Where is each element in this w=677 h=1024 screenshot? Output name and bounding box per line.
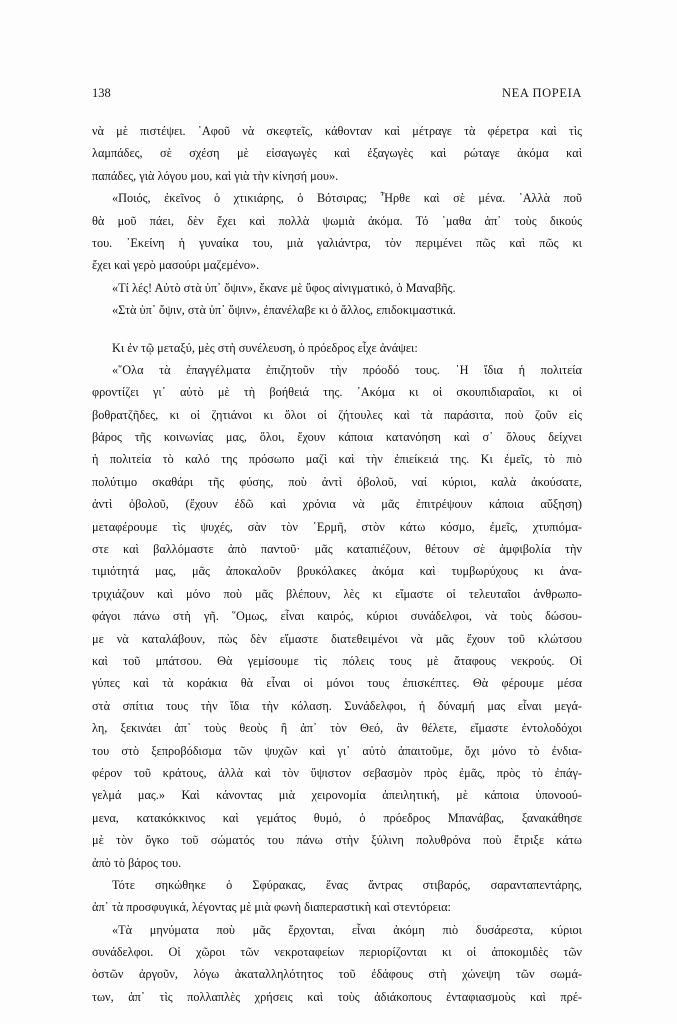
text-line: του. ᾿Εκείνη ἡ γυναίκα του, μιὰ γαλιάντρα, τὸν περιμένει πῶς καὶ πῶς κι [92,235,582,250]
text-line: «῞Ολα τὰ ἐπαγγέλματα ἐπιζητοῦν τὴν πρόοδό τους. ῾Η ἴδια ἡ πολιτεία [112,362,582,377]
paragraph [92,919,582,1009]
text-line: βοθρατζῆδες, κι οἱ ζητιάνοι κι ὅλοι οἱ ζήτουλες καὶ τὰ παράσιτα, ποὺ ζοῦν εἰς [92,407,582,422]
paragraph [92,120,582,187]
paragraph [92,299,582,321]
text-line: ἔχει καὶ γερὸ μασούρι μαζεμένο». [92,258,260,273]
text-line: πολύτιμο σκαθάρι τῆς φύσης, ποὺ ἀντὶ ὀβολοῦ, ναί κύριοι, καλὰ ἀκούσατε, [92,474,582,489]
text-line: ὀστῶν ἀργοῦν, λόγω ἀκαταλληλότητος τοῦ ἐδάφους στὴ χώνεψη τῶν σωμά- [92,967,582,982]
paragraph-gap [92,322,582,337]
text-line: στε καὶ βαλλόμαστε ἀπὸ παντοῦ· μᾶς καταπιέζουν, θέτουν σὲ ἀμφιβολία τὴν [92,542,582,557]
text-line: φροντίζει γι᾿ αὐτὸ μὲ τὴ βοήθειά της. ᾿Ακόμα κι οἱ σκουπιδιαραῖοι, κι οἱ [92,385,582,400]
text-line: του στὸ ξεπροβόδισμα τῶν ψυχῶν καὶ γι᾿ αὐτὸ ἀπαιτοῦμε, ὄχι μόνο τὸ ἐνδια- [92,743,582,758]
text-line: γελμά μας.» Καὶ κάνοντας μιὰ χειρονομία ἀπειλητική, μὲ κάποια ὑπονοού- [92,788,582,803]
paragraph [92,277,582,299]
text-line: τριχιάζουν καὶ μόνο ποὺ μᾶς βλέπουν, λὲς κι εἴμαστε οἱ τελευταῖοι ἀνθρωπο- [92,586,582,601]
text-line: γύπες καὶ τὰ κοράκια θὰ εἶναι οἱ μόνοι τους ἐπισκέπτες. Θὰ φέρουμε μέσα [92,676,582,691]
text-line: φέρον τοῦ κράτους, ἀλλὰ καὶ τὸν ὕψιστον σεβασμὸν πρὸς ἐμᾶς, πρὸς τὸ ἐπάγ- [92,765,582,780]
text-line: λη, ξεκινάει ἀπ᾿ τοὺς θεοὺς ἢ ἀπ᾿ τὸν Θεό, ἂν θέλετε, εἴμαστε ἐντολοδόχοι [92,721,582,736]
paragraph [92,337,582,359]
text-line: συνάδελφοι. Οἱ χῶροι τῶν νεκροταφείων περιορίζονται κι οἱ ἀποκομιδὲς τῶν [92,945,582,960]
text-line: Κι ἐν τῷ μεταξύ, μὲς στὴ συνέλευση, ὁ πρόεδρος εἶχε ἀνάψει: [112,340,418,355]
text-line: μεταφέρουμε τὶς ψυχές, σὰν τὸν ῾Ερμῆ, στὸν κάτω κόσμο, ἐμεῖς, χτυπιόμα- [92,519,582,534]
paragraph [92,359,582,874]
body-text [92,120,582,1008]
text-line: με νὰ καταλάβουν, πὼς δὲν εἴμαστε διατεθειμένοι νὰ μᾶς ἔχουν τοῦ κλώτσου [92,631,582,646]
text-line: τιμιότητά μας, μᾶς ἀποκαλοῦν βρυκόλακες ἀκόμα καὶ τυμβωρύχους κι ἀνα- [92,564,582,579]
text-line: ἀντὶ ὀβολοῦ, (ἔχουν ἐδῶ καὶ χρόνια νὰ μᾶς ἐπιτρέψουν κάποια αὔξηση) [92,497,582,512]
paragraph [92,187,582,277]
text-line: λαμπάδες, σὲ σχέση μὲ εἰσαγωγὲς καὶ ἐξαγωγὲς καὶ ρώταγε ἀκόμα καὶ [92,146,582,161]
text-line: ἀπὸ τὸ βάρος του. [92,855,182,870]
page-number: 138 [92,86,111,100]
text-line: μὲ τὸν ὄγκο τοῦ σώματός του πάνω στὴν ξύλινη πολυθρόνα ποὺ ἔτριξε κάτω [92,833,582,848]
text-line: καὶ τοῦ μπάτσου. Θὰ γεμίσουμε τὶς πόλεις τους μὲ ἄταφους νεκρούς. Οἱ [92,653,582,668]
text-line: βάρος τῆς κοινωνίας μας, ὅλοι, ἔχουν κάποια κατανόηση καὶ σ᾿ ὅλους δείχνει [92,430,582,445]
text-line: στὰ σπίτια τους τὴν ἴδια τὴν κόλαση. Συνάδελφοι, ἡ δύναμή μας εἶναι μεγά- [92,698,582,713]
text-line: των, ἀπ᾿ τὶς πολλαπλὲς χρήσεις καὶ τοὺς ἀδιάκοπους ἐνταφιασμοὺς καὶ πρέ- [92,989,582,1004]
running-title: ΝΕΑ ΠΟΡΕΙΑ [502,86,582,100]
text-line: «Στὰ ὑπ᾿ ὄψιν, στὰ ὑπ᾿ ὄψιν», ἐπανέλαβε κι ὁ ἄλλος, επιδοκιμαστικά. [112,303,456,318]
page-header [92,86,582,106]
text-line: φάγοι πάνω στὴ γῆ. ῞Ομως, εἶναι καιρός, κύριοι συνάδελφοι, νὰ τοὺς δώσου- [92,609,582,624]
text-line: Τότε σηκώθηκε ὁ Σφύρακας, ἕνας ἄντρας στιβαρός, σαρανταπεντάρης, [112,877,582,892]
text-line: νὰ μὲ πιστέψει. ᾿Αφοῦ νὰ σκεφτεῖς, κάθονταν καὶ μέτραγε τὰ φέρετρα καὶ τὶς [92,124,582,138]
text-line: μενα, κατακόκκινος καὶ γεμάτος θυμό, ὁ πρόεδρος Μπανάβας, ξανακάθησε [92,810,582,825]
paragraph [92,874,582,919]
text-line: ἀπ᾿ τὰ προσφυγικά, λέγοντας μὲ μιὰ φωνὴ διαπεραστικὴ καὶ στεντόρεια: [92,900,451,915]
text-line: «Τί λές! Αὐτὸ στὰ ὑπ᾿ ὄψιν», ἔκανε μὲ ὕφος αἰνιγματικό, ὁ Μαναβῆς. [112,280,456,295]
text-line: θὰ μοῦ πάει, δὲν ἔχει καὶ πολλὰ ψωμιὰ ἀκόμα. Τό ᾿μαθα ἀπ᾿ τοὺς δικούς [92,213,582,228]
text-line: ἡ πολιτεία τὸ καλό της πρόσωπο μαζὶ καὶ τὴν ἐπιείκειά της. Κι ἐμεῖς, τὸ πιὸ [92,452,582,467]
text-line: «Τὰ μηνύματα ποὺ μᾶς ἔρχονται, εἶναι ἀκόμη πιὸ δυσάρεστα, κύριοι [112,922,582,937]
text-line: παπάδες, γιὰ λόγου μου, καὶ γιὰ τὴν κίνησή μου». [92,168,339,183]
text-line: «Ποιός, ἐκεῖνος ὁ χτικιάρης, ὁ Βότσιρας; Ἦρθε καὶ σὲ μένα. ᾿Αλλὰ ποῦ [112,191,582,206]
